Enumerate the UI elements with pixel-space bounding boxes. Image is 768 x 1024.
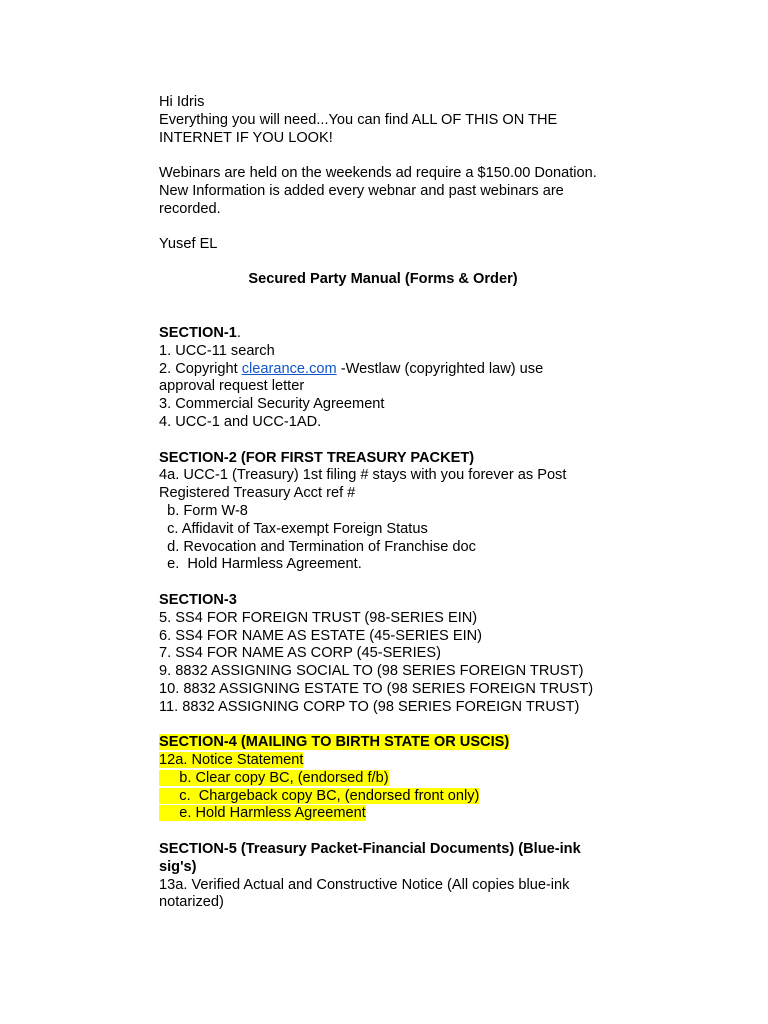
clearance-link[interactable]: clearance.com bbox=[241, 360, 337, 377]
spacer bbox=[159, 823, 619, 841]
item-12a: 12a. Notice Statement bbox=[159, 752, 304, 769]
section-3-item: 10. 8832 ASSIGNING ESTATE TO (98 SERIES FOREIGN TRUST) bbox=[159, 680, 594, 697]
webinar-line: New Information is added every webnar and past webinars are bbox=[159, 182, 564, 199]
spacer bbox=[159, 147, 619, 165]
section-3-item: 6. SS4 FOR NAME AS ESTATE (45-SERIES EIN) bbox=[159, 627, 483, 644]
section-1-item-cont: approval request letter bbox=[159, 378, 305, 395]
section-4-item bbox=[159, 788, 619, 806]
item-12b: b. Clear copy BC, (endorsed f/b) bbox=[159, 769, 389, 786]
signature: Yusef EL bbox=[159, 236, 218, 253]
section-3-item: 9. 8832 ASSIGNING SOCIAL TO (98 SERIES FOREIGN TRUST) bbox=[159, 663, 584, 680]
spacer bbox=[159, 289, 619, 325]
section-1-item: 3. Commercial Security Agreement bbox=[159, 396, 385, 413]
spacer bbox=[159, 574, 619, 592]
section-4-item bbox=[159, 805, 619, 823]
section-2-heading: SECTION-2 (FOR FIRST TREASURY PACKET) bbox=[159, 449, 475, 466]
intro-line: INTERNET IF YOU LOOK! bbox=[159, 129, 333, 146]
section-3-item: 7. SS4 FOR NAME AS CORP (45-SERIES) bbox=[159, 645, 441, 662]
section-5-item-cont: notarized) bbox=[159, 894, 224, 911]
intro-line: Everything you will need...You can find ALL OF THIS ON THE bbox=[159, 111, 558, 128]
webinar-line: recorded. bbox=[159, 200, 221, 217]
section-1-heading-text: SECTION-1 bbox=[159, 324, 237, 341]
webinar-line: Webinars are held on the weekends ad require a $150.00 Donation. bbox=[159, 165, 597, 182]
item-12c: c. Chargeback copy BC, (endorsed front only) bbox=[159, 787, 480, 804]
item-2-suffix: -Westlaw (copyrighted law) use bbox=[336, 360, 544, 377]
section-2-item-cont: Registered Treasury Acct ref # bbox=[159, 485, 356, 502]
letter-body bbox=[159, 94, 619, 912]
spacer bbox=[159, 219, 619, 237]
item-12e: e. Hold Harmless Agreement bbox=[159, 805, 366, 822]
greeting: Hi Idris bbox=[159, 94, 205, 110]
section-4-heading bbox=[159, 734, 619, 752]
section-2-item: e. Hold Harmless Agreement. bbox=[159, 556, 362, 573]
spacer bbox=[159, 432, 619, 450]
section-1-heading-suffix: . bbox=[236, 324, 241, 341]
spacer bbox=[159, 717, 619, 735]
section-4-heading-text: SECTION-4 (MAILING TO BIRTH STATE OR USCIS) bbox=[159, 734, 510, 751]
document-title: Secured Party Manual (Forms & Order) bbox=[248, 271, 518, 288]
section-3-item: 5. SS4 FOR FOREIGN TRUST (98-SERIES EIN) bbox=[159, 609, 478, 626]
section-2-item: 4a. UCC-1 (Treasury) 1st filing # stays with you forever as Post bbox=[159, 467, 567, 484]
section-1-heading bbox=[159, 325, 619, 343]
section-1-item bbox=[159, 361, 619, 379]
section-1-item: 4. UCC-1 and UCC-1AD. bbox=[159, 413, 322, 430]
section-3-item: 11. 8832 ASSIGNING CORP TO (98 SERIES FOREIGN TRUST) bbox=[159, 698, 580, 715]
section-5-heading-cont: sig's) bbox=[159, 858, 197, 875]
item-2-prefix: 2. Copyright bbox=[159, 360, 242, 377]
section-4-item bbox=[159, 770, 619, 788]
section-4-item bbox=[159, 752, 619, 770]
section-5-heading: SECTION-5 (Treasury Packet-Financial Documents) (Blue-ink bbox=[159, 841, 581, 858]
section-2-item: c. Affidavit of Tax-exempt Foreign Status bbox=[159, 520, 428, 537]
section-3-heading: SECTION-3 bbox=[159, 591, 237, 608]
section-2-item: b. Form W-8 bbox=[159, 502, 248, 519]
section-2-item: d. Revocation and Termination of Franchise doc bbox=[159, 538, 476, 555]
spacer bbox=[159, 254, 619, 271]
section-1-item: 1. UCC-11 search bbox=[159, 342, 275, 359]
section-5-item: 13a. Verified Actual and Constructive Notice (All copies blue-ink bbox=[159, 876, 570, 893]
